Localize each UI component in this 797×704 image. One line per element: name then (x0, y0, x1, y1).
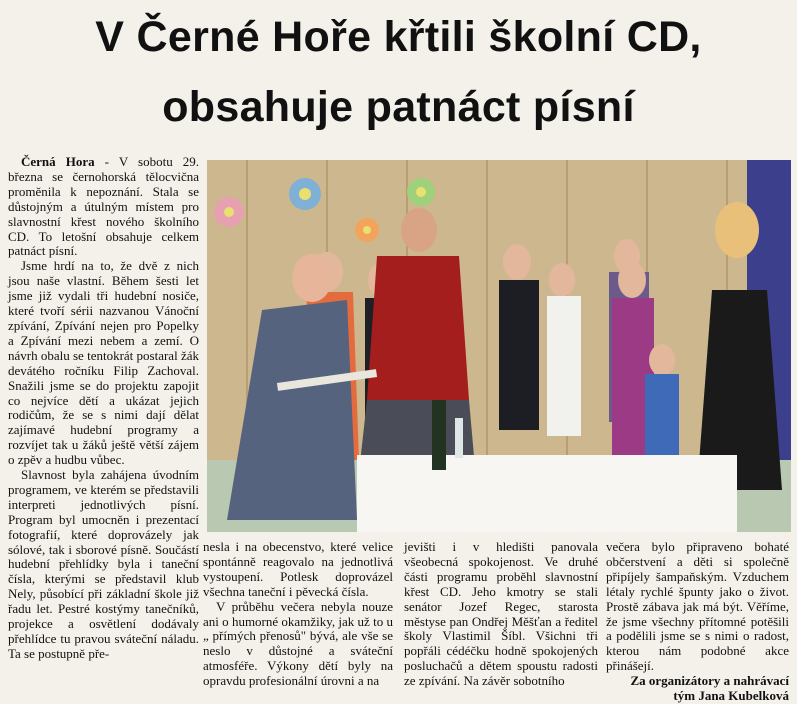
paragraph: V průběhu večera nebyla nouze ani o humorné okamžiky, jak už to u „ přímých přenosů" bývá, ale vše se neslo v důstojné a sváteční atmosféře. Výkony dětí byly na opravdu profesionální úrovni a na (203, 598, 393, 689)
signature-line-1: Za organizátory a nahrávací (630, 673, 789, 689)
signature-line-2: tým Jana Kubelková (673, 688, 789, 704)
headline-line-1: V Černé Hoře křtili školní CD, (95, 13, 702, 61)
dateline-place: Černá Hora (21, 154, 95, 169)
article-column-4 (606, 540, 789, 704)
paragraph-intro (8, 155, 199, 259)
intro-text: - V sobotu 29. března se černohorská tělocvična proměnila k nepoznání. Stala se důstojným a útulným místem pro slavnostní křest nového školního CD. To letošní obsahuje celkem patnáct písní. (8, 154, 200, 259)
paragraph: nesla i na obecenstvo, které velice spontánně reagovalo na jednotlivá vystoupení. Potlesk doprovázel všechna taneční i pěvecká čísla. (203, 539, 393, 599)
paragraph: Jsme hrdí na to, že dvě z nich jsou naše vlastní. Během šesti let jsme již vydali tři hudební nosiče, které tvoří sérii nazvanou Vánoční zpívání, Zpívání nejen pro Popelky a Zpívání mezi nebem a zemí. O návrh obalu se tentokrát postaral žák devátého ročníku Filip Zachoval. Snažili jsme se do projektu zapojit co nejvíce dětí a ukázat jejich rodičům, že se s nimi dají dělat zajímavé hudební programy a rozvíjet tak u žáků ještě větší zájem o zpěv a hudbu vůbec. (8, 258, 199, 468)
article-column-2 (203, 540, 393, 689)
paragraph: Slavnost byla zahájena úvodním programem, ve kterém se představili interpreti jednotlivých písní. Program byl umocněn i prezentací fotografií, které doprovázely jak sólové, tak i sborové písně. Součástí hudební přehlídky byla i taneční čísla, kterými se představil klub Nely, působící při základní škole již řadu let. Pestré kostýmy tanečníků, projekce a osvětlení dodávaly přehlídce tu pravou sváteční náladu. Ta se postupně pře- (8, 467, 199, 661)
article-column-1 (8, 155, 199, 662)
article-column-3 (404, 540, 598, 689)
paragraph: jevišti i v hledišti panovala všeobecná spokojenost. Ve druhé části programu proběhl slavnostní křest CD. Jeho kmotry se stali senátor Jozef Regec, starosta městyse pan Ondřej Měšťan a ředitel školy Vlastimil Šíbl. Všichni tři popřáli cédéčku hodně spokojených posluchačů a dětem spoustu radosti ze zpívání. Na závěr sobotního (404, 539, 598, 689)
paragraph: večera bylo připraveno bohaté občerstvení a děti si společně připíjely šampaňským. Vzduchem létaly rychlé špunty jako o život. Prostě zábava jak má být. Věříme, že jsme všechny přítomné potěšili a podělili jsme se s nimi o radost, kterou nám podobné akce přinášejí. (606, 539, 789, 674)
headline-line-2: obsahuje patnáct písní (162, 83, 635, 131)
event-photo (207, 160, 791, 532)
